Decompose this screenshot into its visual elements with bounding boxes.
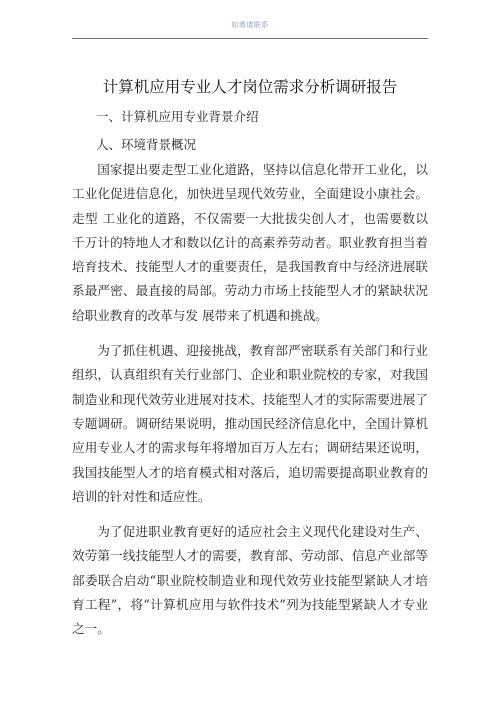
header-watermark-text: 如需请联系 <box>231 21 269 29</box>
paragraph-3: 为了促进职业教育更好的适应社会主义现代化建设对生产、效劳第一线技能型人才的需要，教育部、劳动部、信息产业部等部委联合启动“职业院校制造业和现代效劳业技能型紧缺人才培育工程”，将“计算机应用与软件技术”列为技能型紧缺人才专业之一。 <box>72 524 428 637</box>
document-body <box>72 158 428 653</box>
paragraph-1: 国家提出要走型工业化道路，坚持以信息化带开工业化，以工业化促进信息化，加快进呈现代效劳业，全面建设小康社会。走型 工业化的道路，不仅需要一大批拔尖创人才，也需要数以千万计的特地人才和数以亿计的高素养劳动者。职业教育担当着培育技术、技能型人才的重要责任，是我国教育中与经济进展联系最严密、最直接的局部。劳动力市场上技能型人才的紧缺状况给职业教育的改革与发 展带来了机遇和挑战。 <box>72 162 428 323</box>
header-divider <box>72 38 428 39</box>
paragraph-2: 为了抓住机遇、迎接挑战，教育部严密联系有关部门和行业组织，认真组织有关行业部门、企业和职业院校的专家，对我国制造业和现代效劳业进展对技术、技能型人才的实际需要进展了专题调研。调研结果说明，推动国民经济信息化中，全国计算机应用专业人才的需求每年将增加百万人左右；调研结果还说明，我国技能型人才的培育模式相对落后，追切需要提高职业教育的培训的针对性和适应性。 <box>72 343 428 504</box>
section-heading-1: 一、计算机应用专业背景介绍 <box>96 109 259 124</box>
subsection-heading-1: ⼈、环境背景概况 <box>96 137 197 152</box>
document-title: 计算机应用专业人才岗位需求分析调研报告 <box>102 78 398 96</box>
